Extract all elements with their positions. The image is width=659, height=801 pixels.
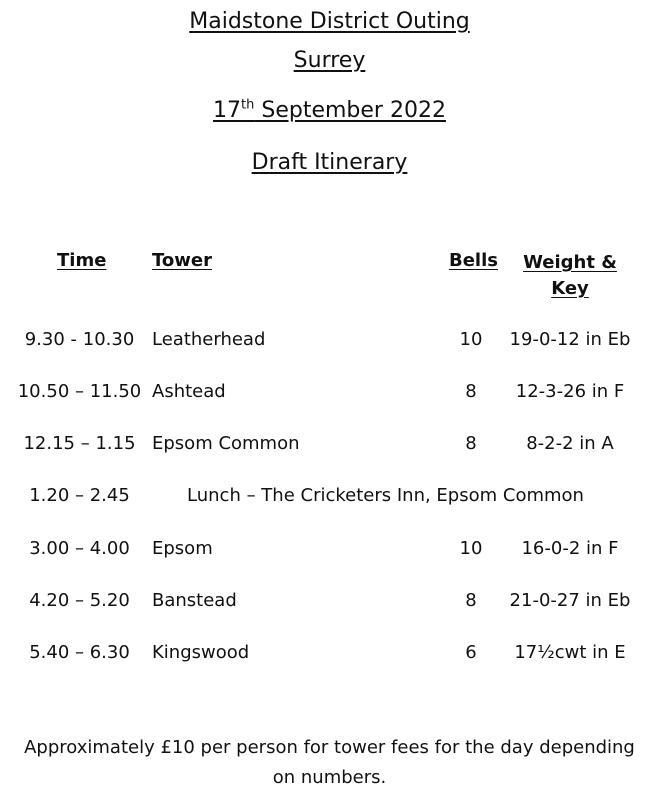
row-tower: Epsom xyxy=(152,538,213,559)
header-time: Time xyxy=(57,250,107,271)
date-suffix: th xyxy=(241,97,255,113)
row-tower: Banstead xyxy=(152,590,237,611)
row-tower: Kingswood xyxy=(152,642,250,663)
row-weight: 19-0-12 in Eb xyxy=(509,329,631,350)
footer-note: Approximately £10 per person for tower fees for the day depending on numbers. xyxy=(24,737,635,788)
header-weight-key xyxy=(505,250,635,302)
row-bells: 6 xyxy=(465,642,477,663)
row-time: 5.40 – 6.30 xyxy=(29,642,130,663)
document-subtitle-county: Surrey xyxy=(293,48,366,73)
date-month-year: September 2022 xyxy=(254,98,446,123)
document-title: Maidstone District Outing xyxy=(189,9,470,34)
row-weight: 21-0-27 in Eb xyxy=(509,590,631,611)
document-heading-itinerary: Draft Itinerary xyxy=(251,150,408,175)
row-bells: 8 xyxy=(465,590,477,611)
row-bells: 10 xyxy=(459,329,483,350)
row-time: 3.00 – 4.00 xyxy=(29,538,130,559)
row-lunch: Lunch – The Cricketers Inn, Epsom Common xyxy=(187,485,584,506)
header-weight-line2: Key xyxy=(551,278,589,299)
row-bells: 8 xyxy=(465,381,477,402)
header-weight-line1: Weight & xyxy=(523,252,617,273)
row-time: 9.30 - 10.30 xyxy=(24,329,135,350)
row-time: 12.15 – 1.15 xyxy=(23,433,136,454)
row-weight: 16-0-2 in F xyxy=(521,538,619,559)
row-time: 4.20 – 5.20 xyxy=(29,590,130,611)
row-tower: Ashtead xyxy=(152,381,226,402)
date-day: 17 xyxy=(213,98,242,123)
row-time: 1.20 – 2.45 xyxy=(29,485,130,506)
row-tower: Leatherhead xyxy=(152,329,266,350)
row-bells: 10 xyxy=(459,538,483,559)
header-tower: Tower xyxy=(152,250,212,271)
row-tower: Epsom Common xyxy=(152,433,300,454)
row-weight: 12-3-26 in F xyxy=(515,381,625,402)
row-bells: 8 xyxy=(465,433,477,454)
row-weight: 8-2-2 in A xyxy=(526,433,614,454)
row-weight: 17½cwt in E xyxy=(514,642,626,663)
row-time: 10.50 – 11.50 xyxy=(17,381,142,402)
document-date xyxy=(0,98,659,123)
header-bells: Bells xyxy=(449,250,498,271)
